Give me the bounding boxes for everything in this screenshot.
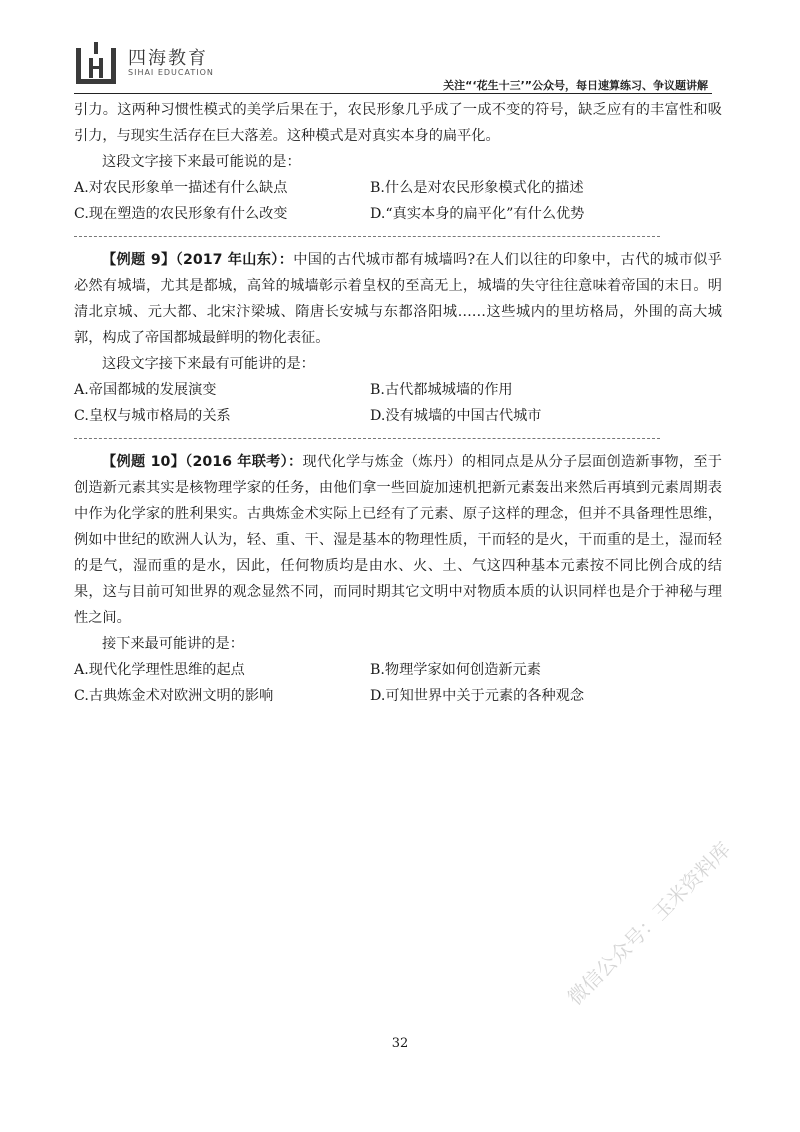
- answer-options: [74, 657, 722, 709]
- passage-body: 中国的古代城市都有城墙吗?在人们以往的印象中，古代的城市似乎必然有城墙，尤其是都城，高耸的城墙彰示着皇权的至高无上，城墙的失守往往意味着帝国的末日。明清北京城、元大都、北宋汴梁城、隋唐长安城与东都洛阳城……这些城内的里坊格局，外围的高大城郭，构成了帝国都城最鲜明的物化表征。: [74, 252, 722, 346]
- option-c: C.现在塑造的农民形象有什么改变: [74, 206, 288, 222]
- option-a: A.现代化学理性思维的起点: [74, 662, 245, 678]
- option-b: B.古代都城城墙的作用: [370, 382, 513, 398]
- option-d: D.没有城墙的中国古代城市: [370, 408, 542, 424]
- question-prompt: 这段文字接下来最有可能讲的是：: [102, 356, 315, 372]
- page-content: [74, 97, 722, 709]
- question-label: 【例题 10】（2016 年联考）：: [102, 454, 303, 470]
- dashed-separator: [74, 438, 660, 439]
- passage-body: 现代化学与炼金（炼丹）的相同点是从分子层面创造新事物，至于创造新元素其实是核物理学家的任务，由他们拿一些回旋加速机把新元素轰出来然后再填到元素周期表中作为化学家的胜利果实。古典炼金术实际上已经有了元素、原子这样的理念，但并不具备理性思维，例如中世纪的欧洲人认为，轻、重、干、湿是基本的物理性质，干而轻的是火，干而重的是土，湿而轻的是气，湿而重的是水，因此，任何物质均是由水、火、土、气这四种基本元素按不同比例合成的结果，这与目前可知世界的观念显然不同，而同时期其它文明中对物质本质的认识同样也是介于神秘与理性之间。: [74, 454, 722, 626]
- option-d: D.“真实本身的扁平化”有什么优势: [370, 206, 585, 222]
- logo-subtext: SIHAI EDUCATION: [128, 68, 214, 77]
- option-a: A.帝国都城的发展演变: [74, 382, 217, 398]
- answer-options: [74, 377, 722, 429]
- passage-text: [74, 247, 722, 351]
- question-prompt: 这段文字接下来最可能说的是：: [102, 154, 301, 170]
- question-block-9: [74, 247, 722, 429]
- question-block-8-continued: [74, 97, 722, 227]
- page-number: 32: [391, 1036, 409, 1051]
- header-tagline: 关注“‘花生十三’”公众号，每日速算练习、争议题讲解: [443, 79, 708, 92]
- question-prompt: 接下来最可能讲的是：: [102, 636, 244, 652]
- option-c: C.古典炼金术对欧洲文明的影响: [74, 688, 274, 704]
- option-c: C.皇权与城市格局的关系: [74, 408, 231, 424]
- question-label: 【例题 9】（2017 年山东）：: [102, 252, 294, 268]
- logo-text: 四海教育: [128, 48, 208, 69]
- option-a: A.对农民形象单一描述有什么缺点: [74, 180, 288, 196]
- watermark-text: 微信公众号：玉米资料库: [562, 837, 736, 1010]
- page-header: [0, 0, 800, 100]
- dashed-separator: [74, 236, 660, 237]
- sihai-logo-icon: [74, 40, 118, 86]
- passage-text: [74, 449, 722, 631]
- header-divider: [74, 93, 712, 94]
- option-b: B.什么是对农民形象模式化的描述: [370, 180, 584, 196]
- answer-options: [74, 175, 722, 227]
- question-block-10: [74, 449, 722, 709]
- passage-text: 引力。这两种习惯性模式的美学后果在于，农民形象几乎成了一成不变的符号，缺乏应有的丰富性和吸引力，与现实生活存在巨大落差。这种模式是对真实本身的扁平化。: [74, 102, 722, 144]
- option-b: B.物理学家如何创造新元素: [370, 662, 541, 678]
- option-d: D.可知世界中关于元素的各种观念: [370, 688, 585, 704]
